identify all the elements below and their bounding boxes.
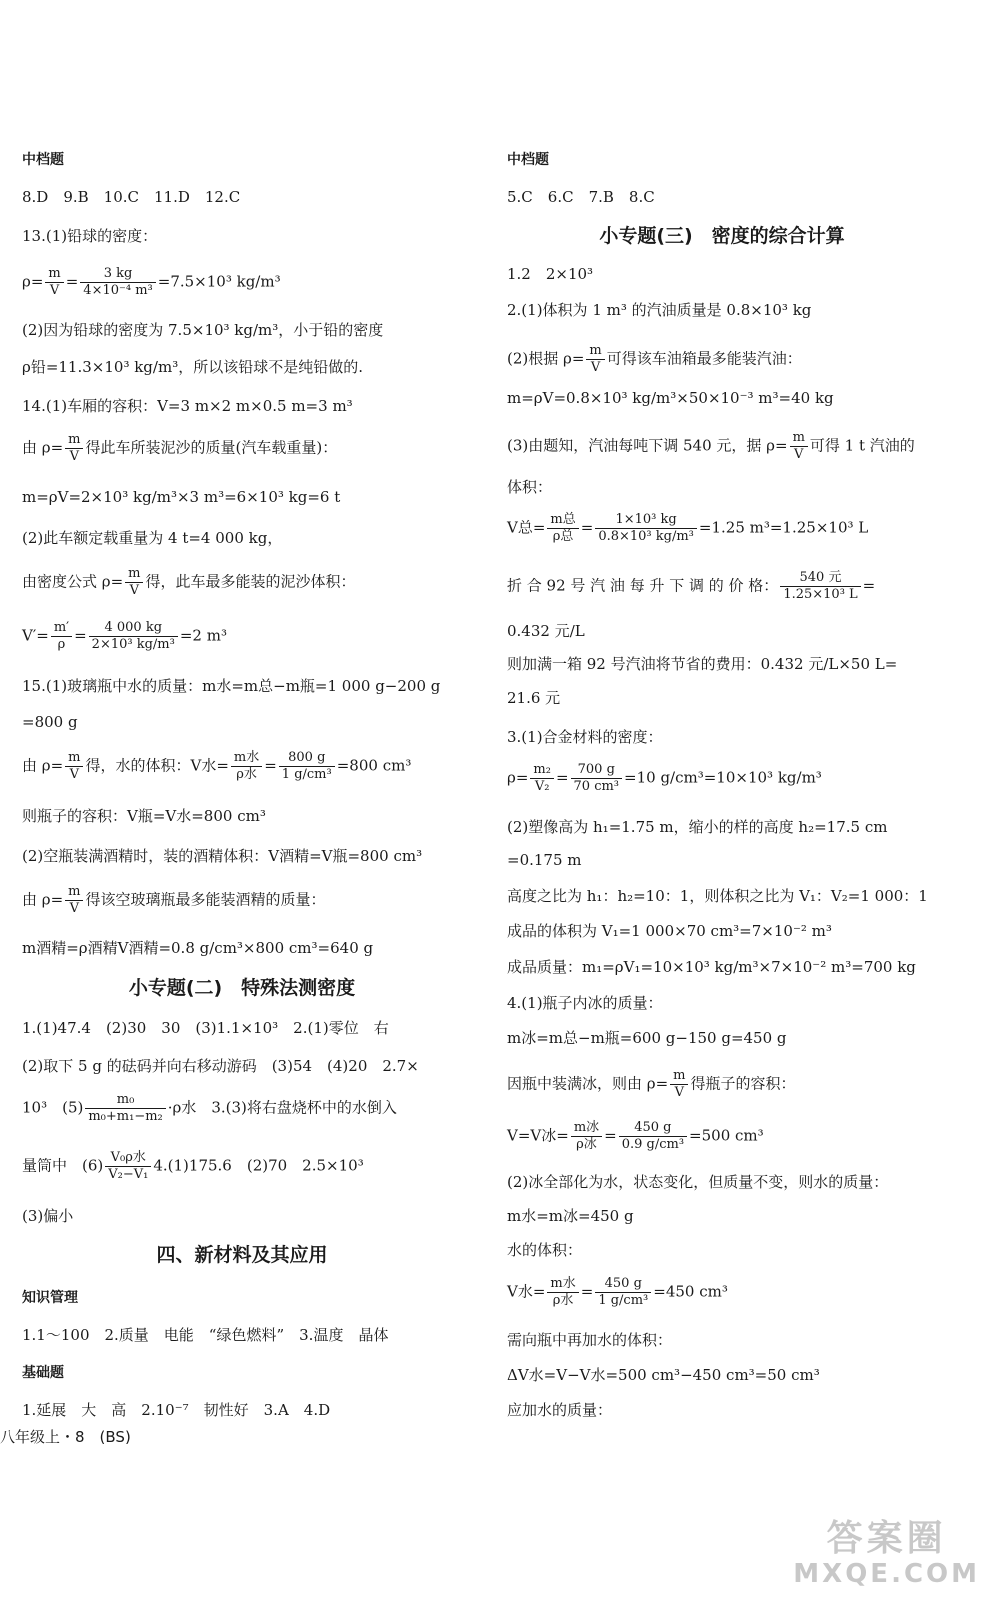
text-line: 因瓶中装满冰，则由 ρ= $\frac{m}{V}$ 得瓶子的容积： (507, 1068, 796, 1100)
text-line: (2)此车额定载重量为 4 t=4 000 kg， (22, 529, 283, 547)
text-line: m酒精=ρ酒精V酒精=0.8 g/cm³×800 cm³=640 g (22, 939, 374, 957)
section-heading: 中档题 (22, 152, 64, 168)
answer-line: 量筒中 (6) $\frac{\text{V₀ρ水}}{\text{V₂−V₁}}$ 4.(1)175.6 (2)70 2.5×10³ (22, 1150, 364, 1182)
watermark-text: 答案圈 (826, 1518, 947, 1559)
answer-line: (2)取下 5 g 的砝码并向右移动游码 (3)54 (4)20 2.7× (22, 1057, 419, 1075)
text-line: (2)冰全部化为水，状态变化，但质量不变，则水的质量： (507, 1173, 889, 1191)
question-4: 4.(1)瓶子内冰的质量： (507, 994, 663, 1012)
watermark-url: MXQE.COM (793, 1559, 980, 1589)
topic-title: 小专题(三) 密度的综合计算 (599, 225, 845, 247)
chapter-title: 四、新材料及其应用 (156, 1244, 328, 1266)
section-heading: 中档题 (507, 152, 549, 168)
text-line: 0.432 元/L (507, 622, 585, 640)
text-line: 成品质量：m₁=ρV₁=10×10³ kg/m³×7×10⁻² m³=700 kg (507, 958, 916, 976)
answer-line: 1.1～100 2.质量 电能 “绿色燃料” 3.温度 晶体 (22, 1326, 389, 1344)
text-line: 水的体积： (507, 1241, 583, 1259)
equation: V′= $\frac{m'}{\rho}$ = $\frac{4 000 kg}{\text{2×10³ kg/m³}}$ =2 m³ (22, 620, 227, 652)
text-line: =800 g (22, 713, 78, 731)
text-line: =0.175 m (507, 851, 582, 869)
text-line: (2)空瓶装满酒精时，装的酒精体积：V酒精=V瓶=800 cm³ (22, 847, 423, 865)
text-line: m=ρV=2×10³ kg/m³×3 m³=6×10³ kg=6 t (22, 488, 341, 506)
text-line: 由 ρ= $\frac{m}{V}$ 得此车所装泥沙的质量(汽车载重量)： (22, 432, 338, 464)
text-line: (2)塑像高为 h₁=1.75 m，缩小的样的高度 h₂=17.5 cm (507, 818, 888, 836)
page-footer: 八年级上・8 (BS) (0, 1428, 131, 1446)
text-line: ΔV水=V−V水=500 cm³−450 cm³=50 cm³ (507, 1366, 820, 1384)
text-line: m水=m冰=450 g (507, 1207, 634, 1225)
equation: 由 ρ= $\frac{m}{V}$ 得，水的体积：V水= $\frac{\text{m水}}{\text{ρ水}}$ = $\frac{800 g}{\text{1 g/cm³}}$ =800 cm³ (22, 750, 412, 782)
text-line: 应加水的质量： (507, 1401, 613, 1419)
text-line: m冰=m总−m瓶=600 g−150 g=450 g (507, 1029, 787, 1047)
answer-line: (3)偏小 (22, 1207, 74, 1225)
text-line: 需向瓶中再加水的体积： (507, 1331, 673, 1349)
text-line: (2)因为铅球的密度为 7.5×10³ kg/m³，小于铅的密度 (22, 321, 384, 339)
text-line: 体积： (507, 478, 553, 496)
equation: ρ= $\frac{\text{m₂}}{\text{V₂}}$ = $\frac{700 g}{\text{70 cm³}}$ =10 g/cm³=10×10³ kg/m³ (507, 762, 822, 794)
text-line: 由密度公式 ρ= $\frac{m}{V}$ 得，此车最多能装的泥沙体积： (22, 566, 356, 598)
text-line: 由 ρ= $\frac{m}{V}$ 得该空玻璃瓶最多能装酒精的质量： (22, 884, 326, 916)
answer-line: 1.延展 大 高 2.10⁻⁷ 韧性好 3.A 4.D (22, 1401, 331, 1419)
answer-line: 1.2 2×10³ (507, 265, 594, 283)
text-line: 21.6 元 (507, 689, 561, 707)
question-14: 14.(1)车厢的容积：V=3 m×2 m×0.5 m=3 m³ (22, 397, 353, 415)
question-2: 2.(1)体积为 1 m³ 的汽油质量是 0.8×10³ kg (507, 301, 812, 319)
text-line: 高度之比为 h₁：h₂=10：1，则体积之比为 V₁：V₂=1 000：1 (507, 887, 928, 905)
text-line: (2)根据 ρ= $\frac{m}{V}$ 可得该车油箱最多能装汽油： (507, 343, 802, 375)
section-heading: 知识管理 (22, 1290, 78, 1306)
text-line: 则瓶子的容积：V瓶=V水=800 cm³ (22, 807, 266, 825)
answer-line: 10³ (5) $\frac{\text{m₀}}{\text{m₀+m₁−m₂}}$ ·ρ水 3.(3)将右盘烧杯中的水倒入 (22, 1092, 397, 1124)
text-line: 折 合 92 号 汽 油 每 升 下 调 的 价 格： $\frac{\text{540 元}}{\text{1.25×10³ L}}$ = (507, 570, 876, 602)
text-line: 则加满一箱 92 号汽油将节省的费用：0.432 元/L×50 L= (507, 655, 898, 673)
text-line: (3)由题知，汽油每吨下调 540 元，据 ρ= $\frac{m}{V}$ 可得 1 t 汽油的 (507, 430, 915, 462)
answer-line: 5.C 6.C 7.B 8.C (507, 188, 655, 206)
equation: V=V冰= $\frac{\text{m冰}}{\text{ρ冰}}$ = $\frac{450 g}{\text{0.9 g/cm³}}$ =500 cm³ (507, 1120, 764, 1152)
answer-line: 1.(1)47.4 (2)30 30 (3)1.1×10³ 2.(1)零位 右 (22, 1019, 389, 1037)
text-line: ρ铅=11.3×10³ kg/m³，所以该铅球不是纯铅做的. (22, 358, 363, 376)
section-heading: 基础题 (22, 1365, 64, 1381)
equation: ρ= $\frac{m}{V}$ = $\frac{3 kg}{\text{4×10⁻⁴ m³}}$ =7.5×10³ kg/m³ (22, 266, 281, 298)
question-13: 13.(1)铅球的密度： (22, 227, 158, 245)
question-15: 15.(1)玻璃瓶中水的质量：m水=m总−m瓶=1 000 g−200 g (22, 677, 441, 695)
equation: V总= $\frac{\text{m总}}{\text{ρ总}}$ = $\frac{\text{1×10³ kg}}{\text{0.8×10³ kg/m³}}$ =1.25 m³=1.25×10³ L (507, 512, 869, 544)
question-3: 3.(1)合金材料的密度： (507, 728, 663, 746)
equation: V水= $\frac{\text{m水}}{\text{ρ水}}$ = $\frac{450 g}{\text{1 g/cm³}}$ =450 cm³ (507, 1276, 728, 1308)
answer-line: 8.D 9.B 10.C 11.D 12.C (22, 188, 241, 206)
text-line: m=ρV=0.8×10³ kg/m³×50×10⁻³ m³=40 kg (507, 389, 834, 407)
watermark-logo (793, 1518, 980, 1588)
text-line: 成品的体积为 V₁=1 000×70 cm³=7×10⁻² m³ (507, 922, 832, 940)
topic-title: 小专题(二) 特殊法测密度 (128, 977, 356, 999)
